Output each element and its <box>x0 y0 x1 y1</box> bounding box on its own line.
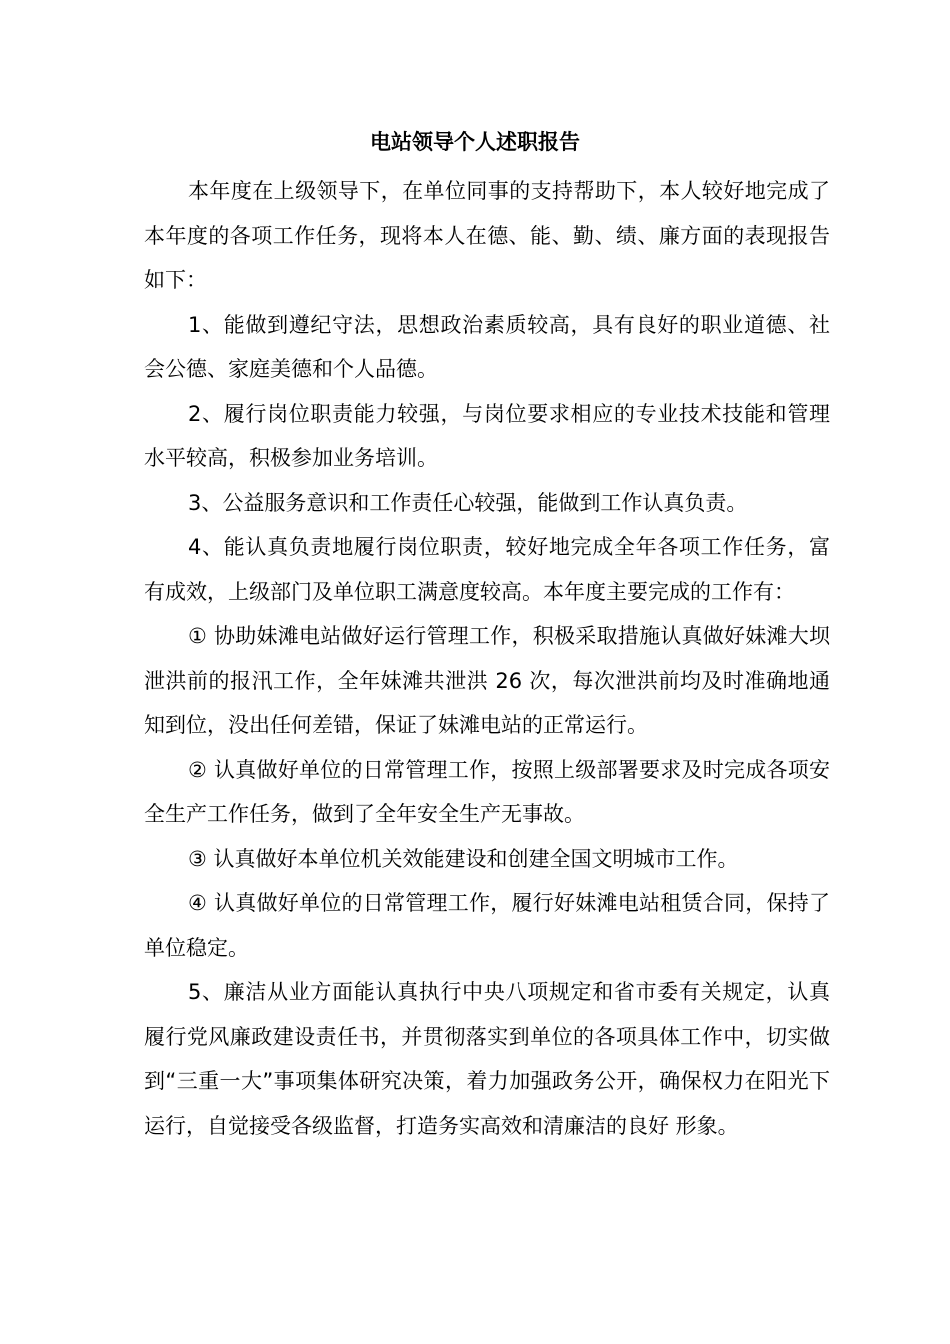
paragraph-item-1: 1、能做到遵纪守法，思想政治素质较高，具有良好的职业道德、社会公德、家庭美德和个人品德。 <box>144 312 830 381</box>
paragraph-item-2: 2、履行岗位职责能力较强，与岗位要求相应的专业技术技能和管理水平较高，积极参加业务培训。 <box>144 401 830 470</box>
paragraph-item-4: 4、能认真负责地履行岗位职责，较好地完成全年各项工作任务，富有成效，上级部门及单位职工满意度较高。本年度主要完成的工作有： <box>144 535 830 604</box>
paragraph-item-3: 3、公益服务意识和工作责任心较强，能做到工作认真负责。 <box>188 490 748 515</box>
paragraph-intro: 本年度在上级领导下，在单位同事的支持帮助下，本人较好地完成了本年度的各项工作任务，现将本人在德、能、勤、绩、廉方面的表现报告如下： <box>144 179 830 292</box>
paragraph-subitem-1: ① 协助妹滩电站做好运行管理工作，积极采取措施认真做好妹滩大坝泄洪前的报汛工作，全年妹滩共泄洪 26 次，每次泄洪前均及时准确地通知到位，没出任何差错，保证了妹滩电站的正常运行。 <box>144 624 830 737</box>
paragraph-subitem-4: ④ 认真做好单位的日常管理工作，履行好妹滩电站租赁合同，保持了单位稳定。 <box>144 891 830 960</box>
paragraph-item-5: 5、廉洁从业方面能认真执行中央八项规定和省市委有关规定，认真履行党风廉政建设责任书，并贯彻落实到单位的各项具体工作中，切实做到“三重一大”事项集体研究决策，着力加强政务公开，确保权力在阳光下运行，自觉接受各级监督，打造务实高效和清廉洁的良好 形象。 <box>144 980 830 1138</box>
paragraph-subitem-3: ③ 认真做好本单位机关效能建设和创建全国文明城市工作。 <box>188 846 739 871</box>
document-title: 电站领导个人述职报告 <box>370 130 580 154</box>
paragraph-subitem-2: ② 认真做好单位的日常管理工作，按照上级部署要求及时完成各项安全生产工作任务，做到了全年安全生产无事故。 <box>144 757 830 826</box>
document-body <box>144 169 830 1148</box>
